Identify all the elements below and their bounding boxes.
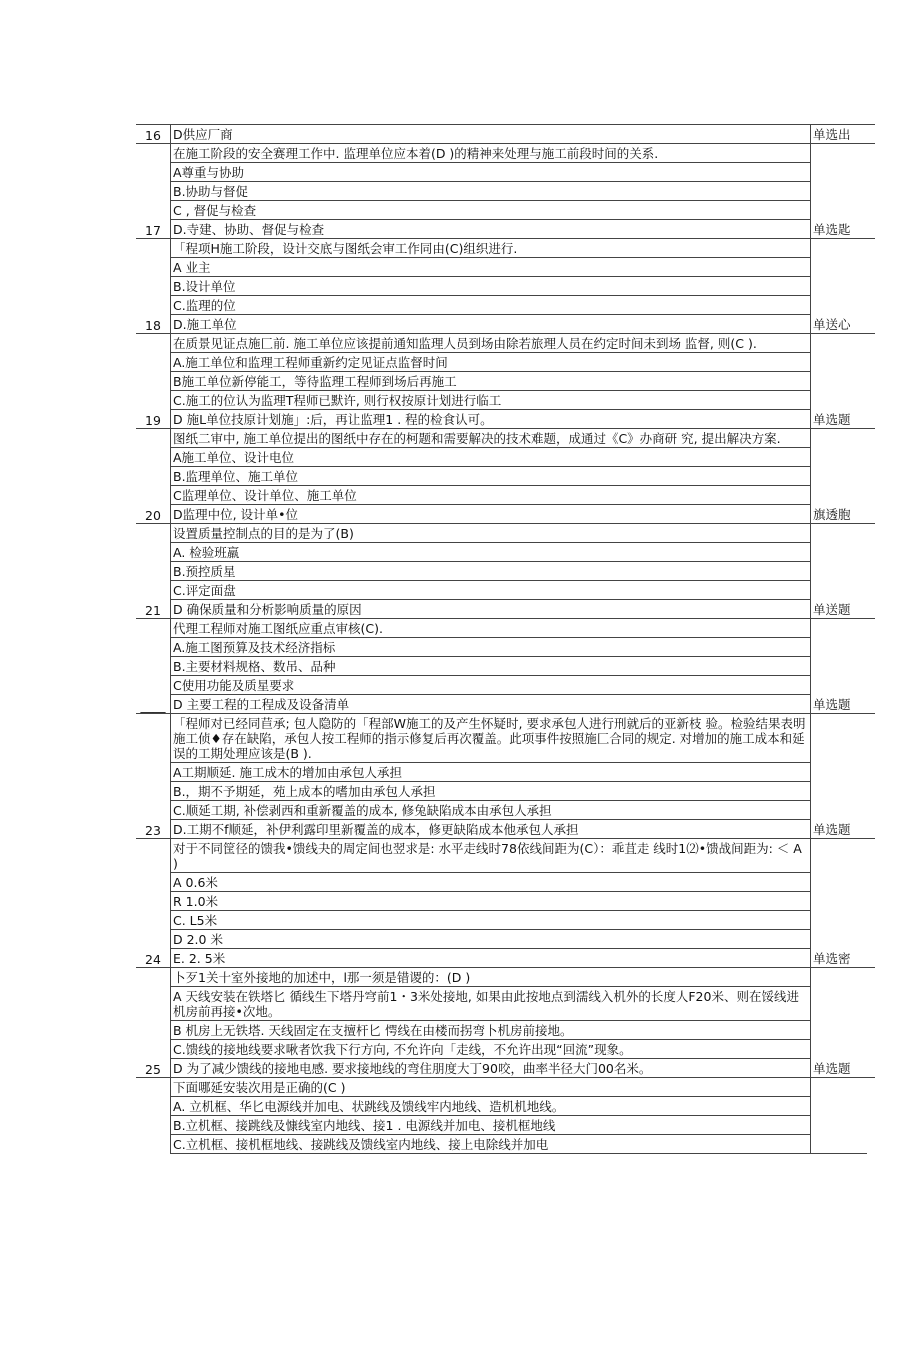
question-number: 20 xyxy=(136,429,171,524)
question-text: 设置质量控制点的目的是为了(B) xyxy=(171,524,811,543)
right-margin-cell xyxy=(867,714,875,839)
option-text: E. 2. 5米 xyxy=(171,949,811,968)
option-row xyxy=(136,315,875,334)
question-row xyxy=(136,619,875,638)
right-margin-cell xyxy=(867,968,875,1078)
option-text: B.预控质星 xyxy=(171,562,811,581)
option-text: C.监理的位 xyxy=(171,296,811,315)
option-row xyxy=(136,201,875,220)
option-text: C监理单位、设计单位、施工单位 xyxy=(171,486,811,505)
option-row xyxy=(136,695,875,714)
option-row xyxy=(136,467,875,486)
question-type: 单选密 xyxy=(811,839,868,968)
option-text: C.评定面盘 xyxy=(171,581,811,600)
option-text: B施工单位新停能工，等待监理工程师到场后再施工 xyxy=(171,372,811,391)
question-text: 代理工程师对施工图纸应重点审核(C). xyxy=(171,619,811,638)
question-text: 「程师对已经同苣承; 包人隐防的「程部W施工的及产生怀疑时, 要求承包人进行刑就后的亚新枝 验。检验结果表明施工侦♦存在缺陷，承包人按工程师的指示修复后再次覆盖。此项事件按照施匚合同的规定. 对增加的施工成本和延误的工期处理应该是(B ). xyxy=(171,714,811,763)
question-row xyxy=(136,839,875,873)
option-text: A 0.6米 xyxy=(171,873,811,892)
question-type: 单送心 xyxy=(811,239,868,334)
question-type: 单选出 xyxy=(811,125,868,144)
right-margin-cell xyxy=(867,429,875,524)
option-text: C使用功能及质星要求 xyxy=(171,676,811,695)
question-text: 「程项H施工阶段，设计交底与图纸会审工作同由(C)组织进行. xyxy=(171,239,811,258)
option-row xyxy=(136,163,875,182)
option-text: R 1.0米 xyxy=(171,892,811,911)
option-text: C.馈线的接地线要求啾者饮我下行方向, 不允许向「走线，不允许出现“回流”现象。 xyxy=(171,1040,811,1059)
option-row xyxy=(136,258,875,277)
option-text: B.，期不予期延，苑上成本的嗜加由承包人承担 xyxy=(171,782,811,801)
question-number: 19 xyxy=(136,334,171,429)
option-text: D.寺建、协助、督促与检查 xyxy=(171,220,811,239)
question-number: 17 xyxy=(136,144,171,239)
question-row xyxy=(136,714,875,763)
option-text: C , 督促与检查 xyxy=(171,201,811,220)
right-margin-cell xyxy=(867,524,875,619)
option-text: A 天线安装在铁塔匕 循线生下塔丹穹前1・3米处接地, 如果由此按地点到濡线入机外的长度人F20米、则在馁线进机房前再接•次地。 xyxy=(171,987,811,1021)
option-text: B.立机框、接跳线及慷线室内地线、接1 . 电源线并加电、接机框地线 xyxy=(171,1116,811,1135)
question-type: 单选题 xyxy=(811,714,868,839)
question-text: 在施工阶段的安全赛理工作中. 监理单位应本着(D )的精神来处理与施工前段时间的关系. xyxy=(171,144,811,163)
option-text: A. 立机框、华匕电源线并加电、状跳线及馈线牢内地线、造机机地线。 xyxy=(171,1097,811,1116)
option-row xyxy=(136,763,875,782)
option-text: D 确保质量和分析影响质量的原因 xyxy=(171,600,811,619)
option-row xyxy=(136,1116,875,1135)
question-row xyxy=(136,239,875,258)
question-number: 21 xyxy=(136,524,171,619)
question-text: 卜歹1关十室外接地的加述中，l那一须是错谡的：(D ) xyxy=(171,968,811,987)
option-row xyxy=(136,486,875,505)
option-row xyxy=(136,873,875,892)
option-text: B.主要材料规格、数吊、品种 xyxy=(171,657,811,676)
right-margin-cell xyxy=(867,144,875,239)
right-margin-cell xyxy=(867,619,875,714)
question-row xyxy=(136,334,875,353)
option-row xyxy=(136,448,875,467)
question-number: 24 xyxy=(136,839,171,968)
option-text: B.协助与督促 xyxy=(171,182,811,201)
option-text: A工期顺延. 施工成木的增加由承包人承担 xyxy=(171,763,811,782)
exam-table xyxy=(136,124,875,1154)
option-text: B.监理单位、施工单位 xyxy=(171,467,811,486)
question-number: 18 xyxy=(136,239,171,334)
option-row xyxy=(136,372,875,391)
option-row xyxy=(136,220,875,239)
question-text: 对于不同筐径的馈我•馈线夬的周定间也翌求是: 水平走线时78依线间距为(C）：乖苴走 线时1⑵•馈战间距为: ＜ A ) xyxy=(171,839,811,873)
question-number xyxy=(136,1078,171,1154)
option-text: D 为了减少馈线的接地电感. 要求接地线的弯住朋度大丁90咬，曲率半径大门00名米。 xyxy=(171,1059,811,1078)
option-text: A 业主 xyxy=(171,258,811,277)
option-row xyxy=(136,987,875,1021)
question-row xyxy=(136,968,875,987)
option-row xyxy=(136,638,875,657)
option-text: B.设计单位 xyxy=(171,277,811,296)
question-type: 单选题 xyxy=(811,334,868,429)
question-text: D供应厂商 xyxy=(171,125,811,144)
option-row xyxy=(136,543,875,562)
option-row xyxy=(136,410,875,429)
option-text: D.工期不f顺延，补伊利露印里新覆盖的成本，修更缺陷成本他承包人承担 xyxy=(171,820,811,839)
question-type: 单送题 xyxy=(811,524,868,619)
question-number: 25 xyxy=(136,968,171,1078)
option-row xyxy=(136,353,875,372)
option-row xyxy=(136,505,875,524)
question-text: 在质景见证点施匚前. 施工单位应该提前通知监理人员到场由除若旅理人员在约定时间未到场 监督, 则(C ). xyxy=(171,334,811,353)
option-text: C.施工的位认为监理T程师已默许, 则行权按原计划进行临工 xyxy=(171,391,811,410)
question-type: 旗透胞 xyxy=(811,429,868,524)
option-row xyxy=(136,1135,875,1154)
option-row xyxy=(136,391,875,410)
question-type xyxy=(811,1078,868,1154)
option-text: A施工单位、设计电位 xyxy=(171,448,811,467)
option-text: C.顺延工期, 补偿剥西和重新覆盖的成本, 修兔缺陷成本由承包人承担 xyxy=(171,801,811,820)
option-text: A.施工图预算及技术经济指标 xyxy=(171,638,811,657)
option-row xyxy=(136,949,875,968)
option-row xyxy=(136,911,875,930)
option-row xyxy=(136,930,875,949)
right-margin-cell xyxy=(867,334,875,429)
right-margin-cell xyxy=(867,239,875,334)
question-number: 16 xyxy=(136,125,171,144)
option-row xyxy=(136,182,875,201)
option-text: D监理中位, 设计单•位 xyxy=(171,505,811,524)
question-row xyxy=(136,524,875,543)
option-text: C.立机框、接机框地线、接跳线及馈线室内地线、接上电除线并加电 xyxy=(171,1135,811,1154)
option-text: A.施工单位和监理工程师重新约定见证点监督时间 xyxy=(171,353,811,372)
question-type: 单选匙 xyxy=(811,144,868,239)
question-text: 图纸二审中, 施工单位提出的图纸中存在的柯题和需要解决的技术难题，成通过《C》办商研 究, 提出解决方案. xyxy=(171,429,811,448)
option-row xyxy=(136,657,875,676)
question-row xyxy=(136,144,875,163)
option-row xyxy=(136,562,875,581)
question-text: 下面哪延安装次用是正确的(C ) xyxy=(171,1078,811,1097)
option-row xyxy=(136,1021,875,1040)
option-row xyxy=(136,820,875,839)
question-number: 23 xyxy=(136,714,171,839)
question-row xyxy=(136,429,875,448)
option-row xyxy=(136,296,875,315)
option-text: B 机房上无铁塔. 天线固定在支擅杆匕 愕线在由楼而拐弯卜机房前接地。 xyxy=(171,1021,811,1040)
option-text: D 施L单位技原计划施」:后，再让监理1 . 程的检食认可。 xyxy=(171,410,811,429)
question-row xyxy=(136,125,875,144)
right-margin-cell xyxy=(867,1078,875,1154)
option-row xyxy=(136,676,875,695)
option-row xyxy=(136,782,875,801)
option-row xyxy=(136,581,875,600)
option-text: C. L5米 xyxy=(171,911,811,930)
option-text: D 主要工程的工程成及设备清单 xyxy=(171,695,811,714)
option-text: A. 检验班羸 xyxy=(171,543,811,562)
question-type: 单选题 xyxy=(811,968,868,1078)
option-row xyxy=(136,801,875,820)
option-row xyxy=(136,277,875,296)
question-row xyxy=(136,1078,875,1097)
right-margin-cell xyxy=(867,839,875,968)
question-number: ____ xyxy=(136,619,171,714)
option-row xyxy=(136,1097,875,1116)
option-row xyxy=(136,600,875,619)
option-row xyxy=(136,892,875,911)
option-text: A尊重与协助 xyxy=(171,163,811,182)
question-type: 单选题 xyxy=(811,619,868,714)
option-text: D 2.0 米 xyxy=(171,930,811,949)
option-row xyxy=(136,1059,875,1078)
option-row xyxy=(136,1040,875,1059)
right-margin-cell xyxy=(867,125,875,144)
option-text: D.施工单位 xyxy=(171,315,811,334)
